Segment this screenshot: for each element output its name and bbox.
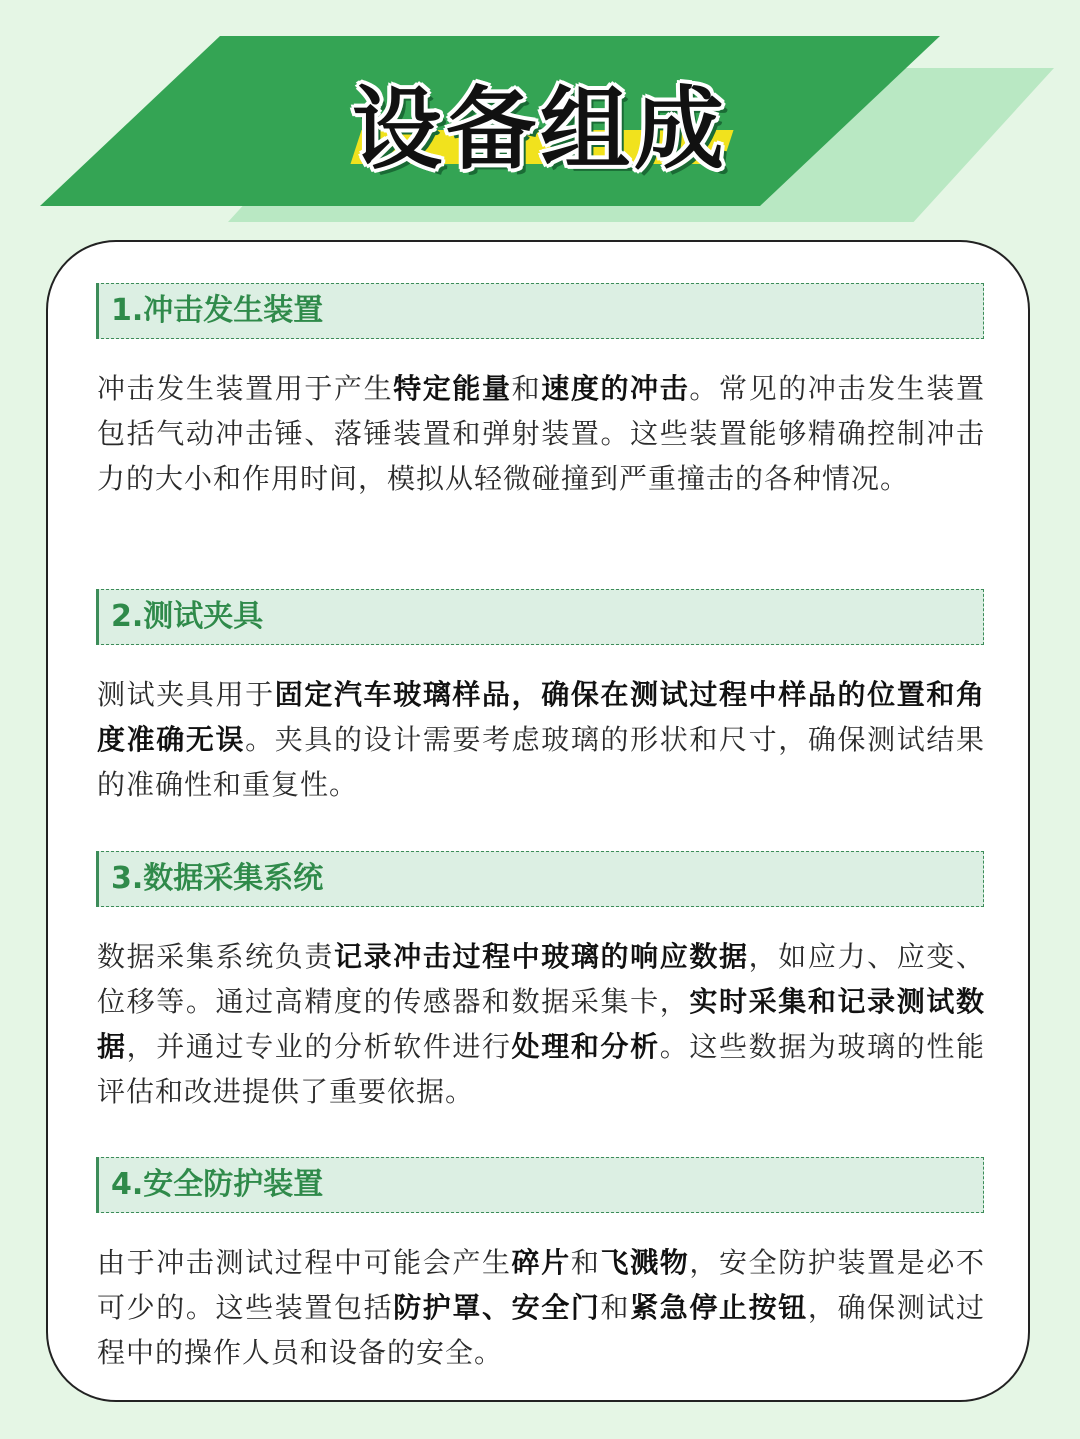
- section-body-4: [97, 1240, 985, 1375]
- section-body-3: [97, 934, 985, 1114]
- body-text: ，安全防护装置是必不可少的。这些装置包括: [97, 1246, 985, 1324]
- body-text: 由于冲击测试过程中可能会产生: [97, 1246, 512, 1279]
- section-header-1: [96, 283, 984, 339]
- page-title: 设备组成: [352, 77, 728, 182]
- body-emphasis: 紧急停止按钮: [630, 1291, 808, 1324]
- body-emphasis: 处理和分析: [511, 1030, 660, 1063]
- body-emphasis: 速度的冲击: [541, 372, 690, 405]
- body-emphasis: 飞溅物: [600, 1246, 690, 1279]
- body-text: ，如应力、应变、位移等。通过高精度的传感器和数据采集卡，: [97, 940, 985, 1018]
- body-text: ，确保测试过程中的操作人员和设备的安全。: [97, 1291, 985, 1369]
- section-title-2: 2.测试夹具: [111, 599, 264, 634]
- body-text: 。常见的冲击发生装置包括气动冲击锤、落锤装置和弹射装置。这些装置能够精确控制冲击力的大小和作用时间，模拟从轻微碰撞到严重撞击的各种情况。: [97, 372, 985, 495]
- section-body-1: [97, 366, 985, 501]
- body-text: 和: [570, 1246, 601, 1279]
- body-text: 数据采集系统负责: [97, 940, 334, 973]
- section-title-4: 4.安全防护装置: [111, 1167, 324, 1202]
- section-title-3: 3.数据采集系统: [111, 861, 324, 896]
- body-text: 。这些数据为玻璃的性能评估和改进提供了重要依据。: [97, 1030, 985, 1108]
- body-text: 测试夹具用于: [97, 678, 275, 711]
- body-emphasis: 固定汽车玻璃样品，确保在测试过程中样品的位置和角度准确无误: [97, 678, 985, 756]
- body-emphasis: 碎片: [511, 1246, 571, 1279]
- body-emphasis: 实时采集和记录测试数据: [97, 985, 985, 1063]
- section-title-1: 1.冲击发生装置: [111, 293, 324, 328]
- section-header-2: [96, 589, 984, 645]
- section-body-2: [97, 672, 985, 807]
- body-text: 和: [600, 1291, 631, 1324]
- body-text: 冲击发生装置用于产生: [97, 372, 394, 405]
- section-header-4: [96, 1157, 984, 1213]
- body-text: ，并通过专业的分析软件进行: [126, 1030, 512, 1063]
- body-text: 。夹具的设计需要考虑玻璃的形状和尺寸，确保测试结果的准确性和重复性。: [97, 723, 985, 801]
- body-emphasis: 防护罩、安全门: [393, 1291, 601, 1324]
- body-text: 和: [511, 372, 542, 405]
- body-emphasis: 特定能量: [393, 372, 512, 405]
- body-emphasis: 记录冲击过程中玻璃的响应数据: [333, 940, 749, 973]
- section-header-3: [96, 851, 984, 907]
